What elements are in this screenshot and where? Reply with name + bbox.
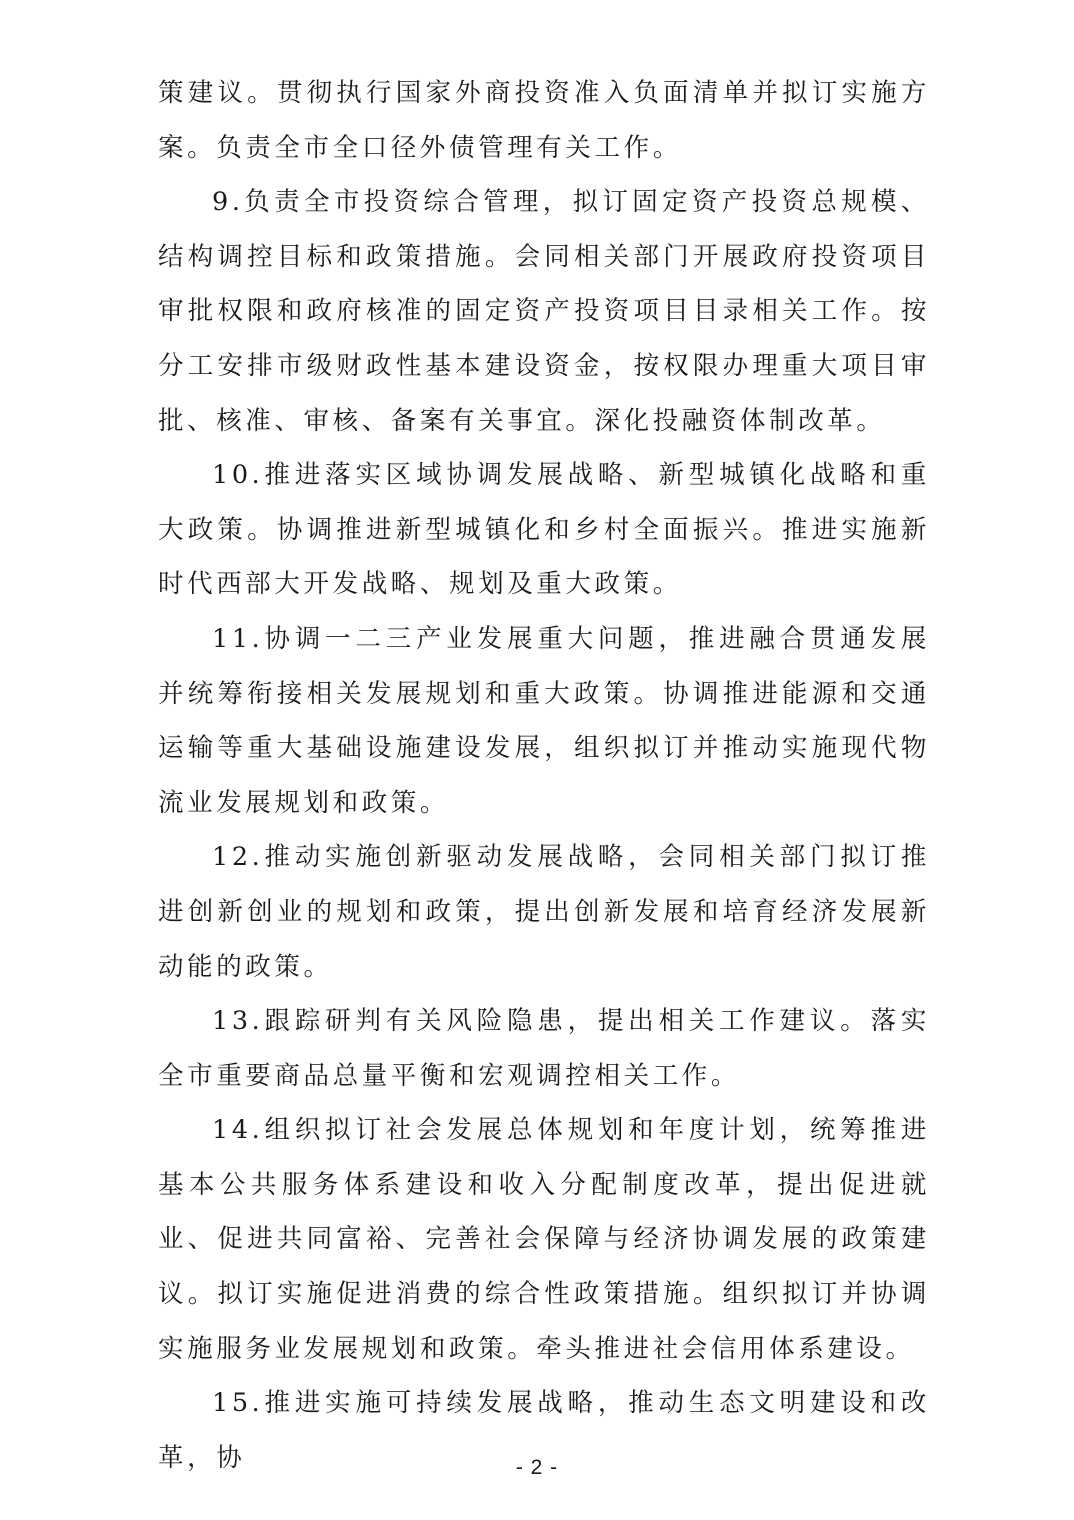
paragraph-continuation: 策建议。贯彻执行国家外商投资准入负面清单并拟订实施方案。负责全市全口径外债管理有关工作。 — [158, 78, 930, 163]
paragraph-item-10: 10.推进落实区域协调发展战略、新型城镇化战略和重大政策。协调推进新型城镇化和乡村全面振兴。推进实施新时代西部大开发战略、规划及重大政策。 — [158, 460, 930, 600]
document-body — [158, 66, 930, 1485]
paragraph-item-14: 14.组织拟订社会发展总体规划和年度计划，统筹推进基本公共服务体系建设和收入分配制度改革，提出促进就业、促进共同富裕、完善社会保障与经济协调发展的政策建议。拟订实施促进消费的综合性政策措施。组织拟订并协调实施服务业发展规划和政策。牵头推进社会信用体系建设。 — [158, 1115, 930, 1364]
page-number: - 2 - — [515, 1456, 559, 1479]
paragraph-item-12: 12.推动实施创新驱动发展战略，会同相关部门拟订推进创新创业的规划和政策，提出创新发展和培育经济发展新动能的政策。 — [158, 842, 930, 982]
paragraph-item-9: 9.负责全市投资综合管理，拟订固定资产投资总规模、结构调控目标和政策措施。会同相关部门开展政府投资项目审批权限和政府核准的固定资产投资项目目录相关工作。按分工安排市级财政性基本建设资金，按权限办理重大项目审批、核准、审核、备案有关事宜。深化投融资体制改革。 — [158, 187, 930, 436]
paragraph-item-15: 15.推进实施可持续发展战略，推动生态文明建设和改革，协 — [158, 1388, 930, 1473]
paragraph-item-13: 13.跟踪研判有关风险隐患，提出相关工作建议。落实全市重要商品总量平衡和宏观调控相关工作。 — [158, 1006, 930, 1091]
paragraph-item-11: 11.协调一二三产业发展重大问题，推进融合贯通发展并统筹衔接相关发展规划和重大政策。协调推进能源和交通运输等重大基础设施建设发展，组织拟订并推动实施现代物流业发展规划和政策。 — [158, 623, 930, 818]
